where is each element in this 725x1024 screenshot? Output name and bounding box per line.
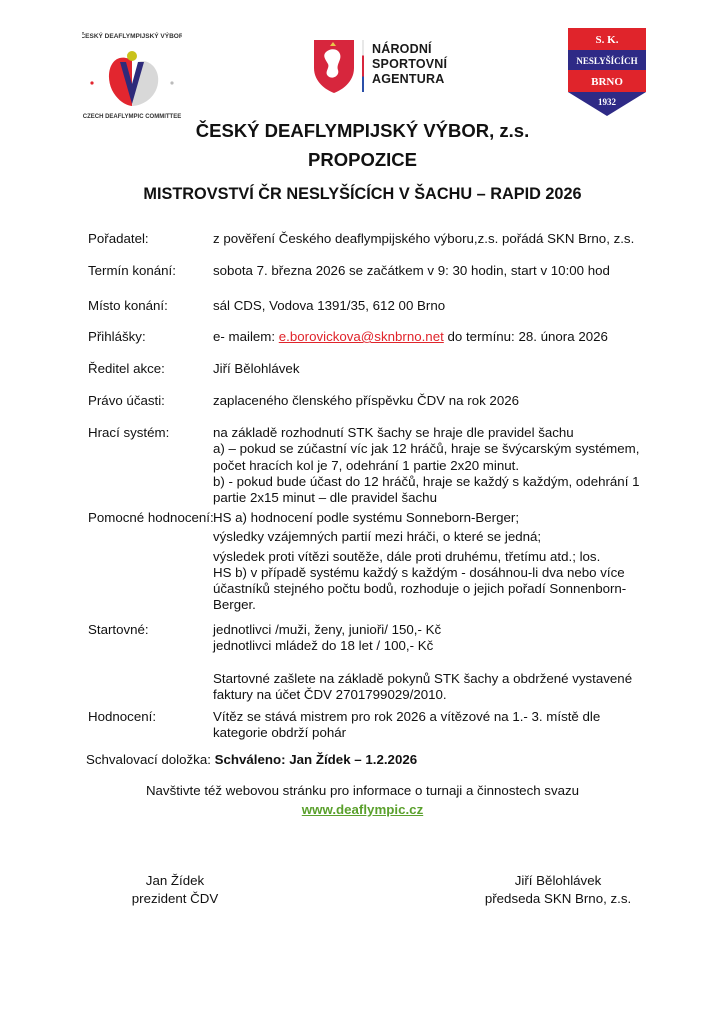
field-value (213, 510, 673, 614)
text-line: kategorie obdrží pohár (213, 725, 347, 741)
field-value (213, 709, 673, 742)
text-line: faktury na účet ČDV 2701799029/2010. (213, 686, 447, 702)
field-label: Místo konání: (88, 298, 168, 313)
signatory-name: Jiří Bělohlávek (514, 873, 602, 888)
visit-text: Navštivte též webovou stránku pro informace o turnaji a činnostech svazu (145, 783, 580, 798)
svg-text:BRNO: BRNO (591, 76, 623, 88)
cdv-logo (82, 28, 182, 120)
field-value: sál CDS, Vodova 1391/35, 612 00 Brno (213, 298, 446, 313)
doc-type-title: PROPOZICE (308, 149, 417, 170)
nsa-line-2: SPORTOVNÍ (372, 57, 448, 71)
field-value: z pověření Českého deaflympijského výboru,z.s. pořádá SKN Brno, z.s. (213, 231, 635, 246)
field-label: Hrací systém: (88, 425, 170, 440)
text-line: výsledky vzájemných partií mezi hráči, o které se jedná; (213, 529, 542, 545)
nsa-line-1: NÁRODNÍ (372, 42, 432, 56)
signature-right (468, 872, 648, 908)
text-line: Startovné zašlete na základě pokynů STK šachy a obdržené vystavené (213, 670, 633, 686)
svg-text:CZECH DEAFLYMPIC COMMITTEE: CZECH DEAFLYMPIC COMMITTEE (82, 114, 182, 120)
nsa-divider (362, 40, 364, 92)
text-line: Berger. (213, 597, 256, 613)
text-line: b) - pokud bude účast do 12 hráčů, hraje se každý s každým, odehrání 1 (213, 473, 640, 489)
field-label: Startovné: (88, 622, 149, 637)
field-label: Schvalovací doložka: (86, 752, 211, 767)
field-value: sobota 7. března 2026 se začátkem v 9: 30 hodin, start v 10:00 hod (213, 263, 610, 278)
org-title: ČESKÝ DEAFLYMPIJSKÝ VÝBOR, z.s. (195, 120, 530, 141)
field-label: Hodnocení: (88, 709, 157, 724)
text-line: partie 2x15 minut – dle pravidel šachu (213, 490, 437, 506)
text-line: HS b) v případě systému každý s každým - dosáhnou-li dva nebo více (213, 564, 625, 580)
text-line: počet hracích kol je 7, odehrání 1 partie 2x20 minut. (213, 457, 520, 473)
field-value (213, 425, 673, 506)
website-wrapper (0, 802, 725, 817)
signatory-name: Jan Žídek (145, 873, 205, 888)
text-line: HS a) hodnocení podle systému Sonneborn-Berger; (213, 510, 520, 525)
cdv-emblem-icon (82, 28, 182, 120)
svg-text:NESLYŠÍCÍCH: NESLYŠÍCÍCH (576, 56, 638, 66)
text-line: a) – pokud se zúčastní víc jak 12 hráčů, hraje se švýcarským systémem, (213, 441, 640, 457)
nsa-line-3: AGENTURA (372, 72, 445, 86)
text-line: jednotlivci /muži, ženy, junioři/ 150,- Kč (213, 622, 442, 637)
nsa-logo (312, 28, 482, 98)
field-value: zaplaceného členského příspěvku ČDV na rok 2026 (213, 393, 520, 408)
field-label: Pomocné hodnocení: (88, 510, 214, 525)
field-value: Jiří Bělohlávek (213, 361, 300, 376)
svg-text:1932: 1932 (598, 97, 616, 107)
signatory-role: prezident ČDV (131, 891, 219, 906)
text-line: jednotlivci mládež do 18 let / 100,- Kč (213, 638, 434, 654)
signatory-role: předseda SKN Brno, z.s. (484, 891, 632, 906)
signature-left (115, 872, 235, 908)
field-value (213, 329, 673, 345)
event-title: MISTROVSTVÍ ČR NESLYŠÍCÍCH V ŠACHU – RAPID 2026 (143, 185, 582, 203)
czech-lion-shield-icon (312, 38, 356, 94)
text-line: na základě rozhodnutí STK šachy se hraje dle pravidel šachu (213, 425, 574, 440)
skn-shield-icon (568, 28, 646, 116)
email-prefix: e- mailem: (213, 329, 279, 344)
field-label: Přihlášky: (88, 329, 146, 344)
field-label: Pořadatel: (88, 231, 149, 246)
approval-value: Schváleno: Jan Žídek – 1.2.2026 (214, 752, 418, 767)
text-line: výsledek proti vítězi soutěže, dále proti druhému, třetímu atd.; los. (213, 548, 601, 564)
svg-text:S. K.: S. K. (595, 34, 619, 46)
text-line: účastníků stejného počtu bodů, rozhoduje o jejich pořadí Sonnenborn- (213, 581, 627, 597)
website-link[interactable]: www.deaflympic.cz (301, 802, 424, 817)
skn-brno-logo (568, 28, 646, 116)
field-schvalovaci-dolozka (86, 752, 417, 767)
field-label: Právo účasti: (88, 393, 165, 408)
field-label: Termín konání: (88, 263, 176, 278)
nsa-text (372, 42, 447, 87)
text-line: Vítěz se stává mistrem pro rok 2026 a vítězové na 1.- 3. místě dle (213, 709, 601, 724)
email-suffix: do termínu: 28. února 2026 (443, 329, 608, 344)
field-label: Ředitel akce: (88, 361, 165, 376)
email-link[interactable]: e.borovickova@sknbrno.net (278, 329, 444, 344)
svg-text:ČESKÝ DEAFLYMPIJSKÝ VÝBOR: ČESKÝ DEAFLYMPIJSKÝ VÝBOR (82, 33, 182, 40)
field-value (213, 622, 673, 703)
